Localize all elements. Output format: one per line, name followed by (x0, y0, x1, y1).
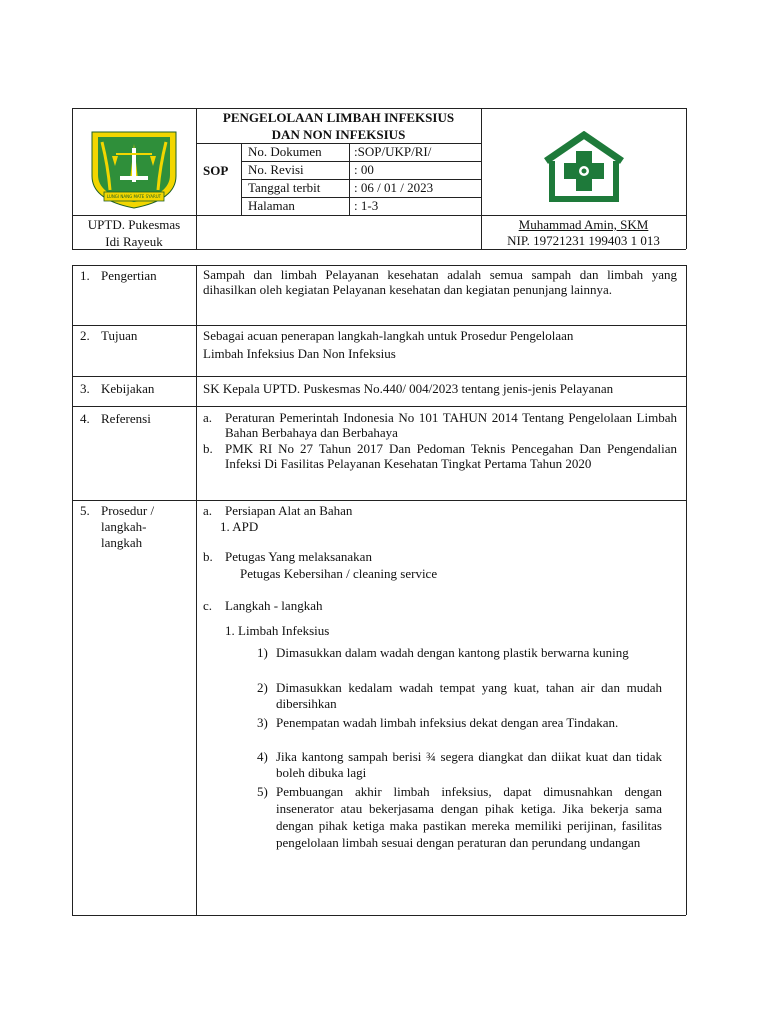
section-5-number: 5. (80, 503, 90, 518)
sop-label: SOP (203, 163, 229, 178)
document-title-line1: PENGELOLAAN LIMBAH INFEKSIUS (222, 110, 455, 125)
step-5-text: Pembuangan akhir limbah infeksius, dapat dimusnahkan dengan insenerator atau bekerjasama dengan pihak ketiga. Jika bekerja sama dengan pihak ketiga maka pastikan mereka memiliki perijinan, fasilitas pengelolaan limbah sesuai dengan peraturan dan perundang undangan (276, 784, 662, 850)
issue-date-value: : 06 / 01 / 2023 (354, 180, 434, 195)
reference-b-text: PMK RI No 27 Tahun 2017 Dan Pedoman Teknis Pencegahan Dan Pengendalian Infeksi Di Fasilitas Pelayanan Kesehatan Tingkat Pertama Tahun 2020 (225, 441, 677, 471)
step-1-marker: 1) (257, 645, 268, 660)
revision-label: No. Revisi (248, 162, 304, 177)
step-2-text: Dimasukkan kedalam wadah tempat yang kuat, tahan air dan mudah dibersihkan (276, 680, 662, 711)
section-1-number: 1. (80, 268, 90, 283)
page-value: : 1-3 (354, 198, 379, 213)
procedure-b-text: Petugas Kebersihan / cleaning service (240, 566, 438, 581)
section-1-text: Sampah dan limbah Pelayanan kesehatan adalah semua sampah dan limbah yang dihasilkan oleh kegiatan Pelayanan kesehatan dan kegiatan penunjang lainnya. (203, 267, 677, 297)
section-5-label-line3: langkah (101, 535, 143, 550)
section-4-label: Referensi (101, 411, 151, 426)
section-2-label: Tujuan (101, 328, 138, 343)
procedure-c-sub: 1. Limbah Infeksius (225, 623, 330, 638)
doc-number-label: No. Dokumen (248, 144, 322, 159)
organization-name-line1: UPTD. Pukesmas (87, 217, 181, 232)
section-3-text: SK Kepala UPTD. Puskesmas No.440/ 004/2023 tentang jenis-jenis Pelayanan (203, 381, 614, 396)
step-1-text: Dimasukkan dalam wadah dengan kantong plastik berwarna kuning (276, 645, 629, 660)
revision-value: : 00 (354, 162, 374, 177)
procedure-b-marker: b. (203, 549, 213, 564)
step-5-marker: 5) (257, 784, 268, 799)
step-2-marker: 2) (257, 680, 268, 695)
reference-a-marker: a. (203, 410, 213, 425)
procedure-c-title: Langkah - langkah (225, 598, 323, 613)
section-2-text-line2: Limbah Infeksius Dan Non Infeksius (203, 346, 396, 361)
section-5-label-line1: Prosedur / (101, 503, 155, 518)
section-5-label-line2: langkah- (101, 519, 147, 534)
step-3-marker: 3) (257, 715, 268, 730)
section-3-label: Kebijakan (101, 381, 155, 396)
reference-a-text: Peraturan Pemerintah Indonesia No 101 TAHUN 2014 Tentang Pengelolaan Limbah Bahan Berbahaya dan Berbahaya (225, 410, 677, 440)
document-title-line2: DAN NON INFEKSIUS (271, 127, 406, 142)
step-3-text: Penempatan wadah limbah infeksius dekat dengan area Tindakan. (276, 715, 619, 730)
section-1-label: Pengertian (101, 268, 157, 283)
reference-b-marker: b. (203, 441, 213, 456)
section-3-number: 3. (80, 381, 90, 396)
procedure-a-title: Persiapan Alat an Bahan (225, 503, 353, 518)
signer-nip: NIP. 19721231 199403 1 013 (507, 233, 660, 248)
doc-number-value: :SOP/UKP/RI/ (354, 144, 432, 159)
procedure-c-marker: c. (203, 598, 213, 613)
organization-name-line2: Idi Rayeuk (105, 234, 163, 249)
page-label: Halaman (248, 198, 295, 213)
section-4-number: 4. (80, 411, 90, 426)
section-2-text-line1: Sebagai acuan penerapan langkah-langkah untuk Prosedur Pengelolaan (203, 328, 574, 343)
step-4-text: Jika kantong sampah berisi ¾ segera diangkat dan diikat kuat dan tidak boleh dibuka lagi (276, 749, 662, 780)
procedure-b-title: Petugas Yang melaksanakan (225, 549, 372, 564)
section-2-number: 2. (80, 328, 90, 343)
logo-ribbon-text: LUNGI NANG MATE SYARUT (106, 194, 162, 199)
procedure-a-marker: a. (203, 503, 213, 518)
procedure-a-sub: 1. APD (220, 519, 259, 534)
issue-date-label: Tanggal terbit (248, 180, 321, 195)
health-cross-logo (532, 131, 636, 203)
signer-name: Muhammad Amin, SKM (518, 217, 649, 232)
step-4-marker: 4) (257, 749, 268, 764)
